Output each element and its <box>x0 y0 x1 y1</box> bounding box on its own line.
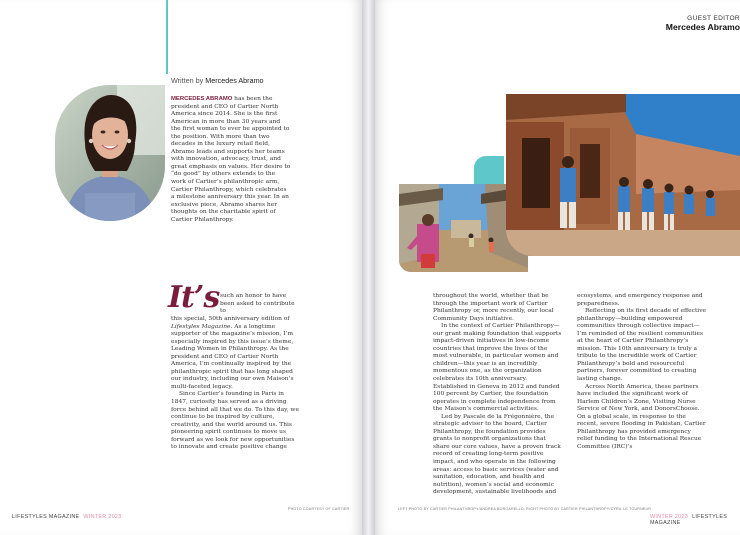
paragraph-text: . As a longtime supporter of the magazine’s mission, I’m especially inspired by this issue’s theme, Leading Women in Philanthropy. As the president and CEO of Cartier North America, I’m continually inspired by the philanthropic spirit that has long shaped our industry, including our own Maison’s multi-faceted legacy. <box>171 323 294 390</box>
article-paragraph: In the context of Cartier Philanthropy—our grant making foundation that supports impact-driven initiatives in low-income countries that improve the lives of the most vulnerable, in particular women and children—this year is an incredibly momentous one, as the organization celebrates its 10th anniversary. Established in Geneva in 2012 and funded 100 percent by Cartier, the foundation operates in complete independence from the Maison’s commercial activities. <box>433 323 562 413</box>
footer-magazine-name: LIFESTYLES MAGAZINE <box>12 514 80 520</box>
article-paragraph: Across North America, these partners have included the significant work of Harlem Children’s Zone, Visiting Nurse Service of New York, and DonorsChoose. On a global scale, in response to the recent, severe flooding in Pakistan, Cartier Philanthropy has provided emergency relief funding to the International Rescue Committee (IRC)’s <box>577 383 706 450</box>
article-lead: such an honor to have been asked to contribute to <box>220 293 295 315</box>
byline-author: Mercedes Abramo <box>205 76 264 85</box>
page-gutter <box>362 0 375 535</box>
bio-text: has been the president and CEO of Cartier North America since 2014. She is the first American in more than 30 years and the first woman to ever be appointed to the position. With more than two decades in the luxury retail field, Abramo leads and supports her teams with innovation, advocacy, trust, and great emphasis on values. Her desire to “do good” by others extends to the work of Cartier’s philanthropic arm, Cartier Philanthropy, which celebrates a milestone anniversary this year. In an exclusive piece, Abramo shares her thoughts on the charitable spirit of Cartier Philanthropy. <box>171 96 291 223</box>
bio-name: MERCEDES ABRAMO <box>171 96 233 102</box>
photo-credit-left: PHOTO COURTESY OF CARTIER <box>288 507 350 511</box>
article-paragraph: Reflecting on its first decade of effective philanthropy—building empowered communities through collective impact—I’m reminded of the resilient communities at the heart of Cartier Philanthropy’s mission. This 10th anniversary is truly a tribute to the incredible work of Cartier Philanthropy’s bold and resourceful partners, forever committed to creating lasting change. <box>577 308 707 383</box>
article-paragraph: Led by Pascale de la Frégonnière, the strategic adviser to the board, Cartier Philanthropy, the foundation provides grants to nonprofit organizations that share our core values, have a proven track record of creating long-term positive impact, and who operate in the following areas: access to basic services (water and sanitation, education, and health and nutrition), women’s social and economic development, sustainable livelihoods and <box>433 413 561 496</box>
guest-editor-name: Mercedes Abramo <box>665 22 740 32</box>
right-footer <box>650 514 740 526</box>
article-paragraph <box>171 316 299 391</box>
magazine-title: Lifestyles Magazine <box>171 323 231 330</box>
left-footer <box>12 514 121 520</box>
article-paragraph: Since Cartier’s founding in Paris in 1847, curiosity has served as a driving force behind all that we do. To this day, we continue to be inspired by culture, creativity, and the world around us. This pioneering spirit continues to move us forward as we look for new opportunities to innovate and create positive change <box>171 391 299 451</box>
guest-editor-label: GUEST EDITOR <box>687 15 740 22</box>
drop-cap: It’s <box>168 280 220 315</box>
byline <box>171 76 264 85</box>
byline-prefix: Written by <box>171 76 204 85</box>
students-photo <box>506 94 740 256</box>
footer-issue: WINTER 2023 <box>650 514 689 520</box>
guest-editor-header <box>666 15 740 32</box>
teal-accent-rule <box>166 0 168 74</box>
article-column-2 <box>433 293 563 497</box>
photo-credit-right: LEFT PHOTO BY CARTIER PHILANTHROPY/ANDREA BORGARELLO; RIGHT PHOTO BY CARTIER PHILANTHROPY/CYRIL LE TOURNEUR <box>398 507 652 511</box>
paragraph-text: this special, 50th anniversary edition of <box>171 316 290 322</box>
author-bio <box>171 96 291 224</box>
article-paragraph: ecosystems, and emergency response and preparedness. <box>577 293 703 307</box>
author-portrait <box>55 85 165 221</box>
teal-accent-tab <box>474 156 504 184</box>
footer-issue: WINTER 2023 <box>83 514 122 520</box>
footer-magazine-name: LIFESTYLES MAGAZINE <box>650 514 728 526</box>
article-paragraph: throughout the world, whether that be through the important work of Cartier Philanthropy or, more recently, our local Community Days initiative. <box>433 293 554 322</box>
article-column-1 <box>171 316 299 452</box>
article-column-3 <box>577 293 707 451</box>
